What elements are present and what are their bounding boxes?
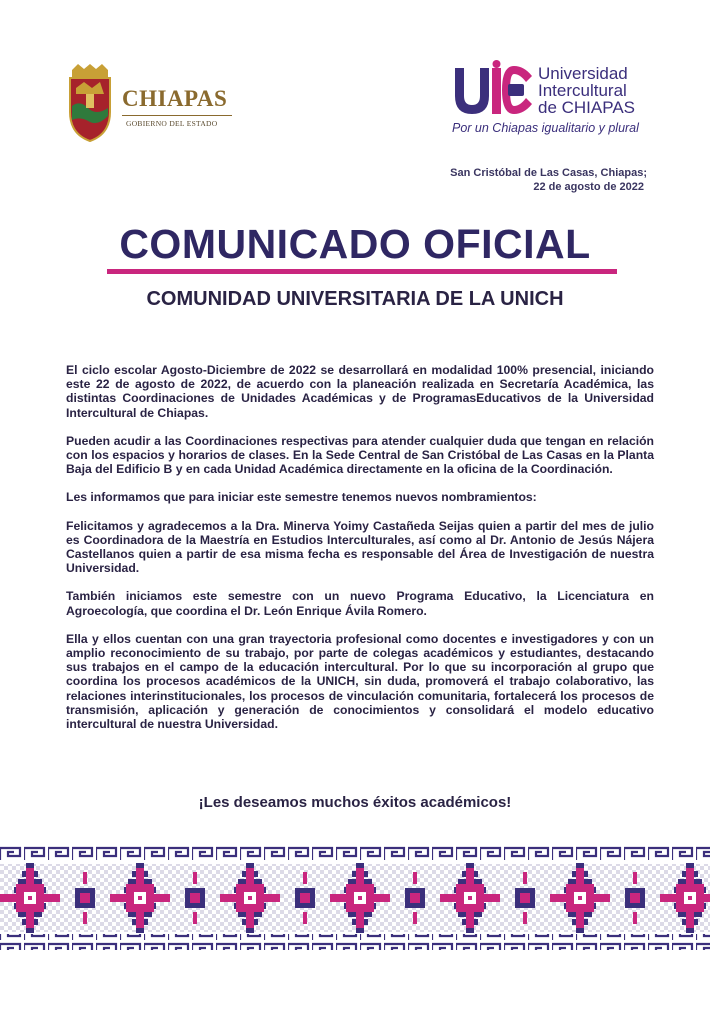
unich-monogram-icon [452, 60, 536, 120]
chiapas-logo-subtitle: GOBIERNO DEL ESTADO [126, 119, 218, 128]
body-paragraph-5: También iniciamos este semestre con un nuevo Programa Educativo, la Licenciatura en Agroecología, que coordina el Dr. León Enrique Ávila Romero. [66, 589, 654, 618]
dateline-date: 22 de agosto de 2022 [533, 181, 644, 193]
body-paragraph-3: Les informamos que para iniciar este semestre tenemos nuevos nombramientos: [66, 490, 537, 505]
body-paragraph-1: El ciclo escolar Agosto-Diciembre de 2022 se desarrollará en modalidad 100% presencial, iniciando este 22 de agosto de 2022, de acuerdo con la planeación realizada en Secretaría Académica, las distintas Coordinaciones de Unidades Académicas y de ProgramasEducativos de la Universidad Intercultural de Chiapas. [66, 363, 654, 420]
chiapas-government-logo [64, 64, 244, 144]
dateline-place: San Cristóbal de Las Casas, Chiapas; [450, 167, 647, 179]
chiapas-coat-of-arms-icon [64, 64, 116, 142]
unich-slogan: Por un Chiapas igualitario y plural [452, 121, 639, 135]
chiapas-logo-rule [122, 115, 232, 116]
unich-logo [452, 60, 662, 140]
body-paragraph-6: Ella y ellos cuentan con una gran trayectoria profesional como docentes e investigadores y con un amplio reconocimiento de su trabajo, por parte de colegas académicos y estudiantes, destacando sus trabajos en el campo de la educación intercultural. Por lo que su incorporación al grupo que coordina los procesos académicos de la UNICH, sin duda, promoverá el trabajo colaborativo, las relaciones interinstitucionales, los procesos de vinculación comunitaria, fortalecerá los procesos de transmisión, aplicación y generación de conocimientos y consolidará el modelo educativo intercultural de nuestra Universidad. [66, 631, 654, 732]
page-subtitle: COMUNIDAD UNIVERSITARIA DE LA UNICH [146, 288, 564, 310]
chiapas-logo-wordmark: CHIAPAS [122, 86, 228, 111]
page-title: COMUNICADO OFICIAL [119, 221, 591, 267]
unich-name-line-2: Intercultural [538, 81, 627, 100]
body-paragraph-4: Felicitamos y agradecemos a la Dra. Minerva Yoimy Castañeda Seijas quien a partir del mes de julio es Coordinadora de la Maestría en Estudios Interculturales, así como al Dr. Antonio de Jesús Nájera Castellanos quien a partir de esa misma fecha es responsable del Área de Investigación de nuestra Universidad. [66, 518, 654, 576]
embroidered-textile-pattern-icon [0, 846, 710, 950]
unich-logo-name [538, 65, 635, 116]
unich-name-line-3: de CHIAPAS [538, 98, 636, 117]
closing-message: ¡Les deseamos muchos éxitos académicos! [198, 794, 512, 811]
communique-body [66, 363, 654, 745]
body-paragraph-2: Pueden acudir a las Coordinaciones respectivas para atender cualquier duda que tengan en relación con los espacios y horarios de clases. En la Sede Central de San Cristóbal de Las Casas en la Planta Baja del Edificio B y en cada Unidad Académica directamente en la oficina de la Coordinación. [66, 433, 654, 477]
title-underline [107, 269, 617, 274]
unich-name-line-1: Universidad [538, 64, 628, 83]
